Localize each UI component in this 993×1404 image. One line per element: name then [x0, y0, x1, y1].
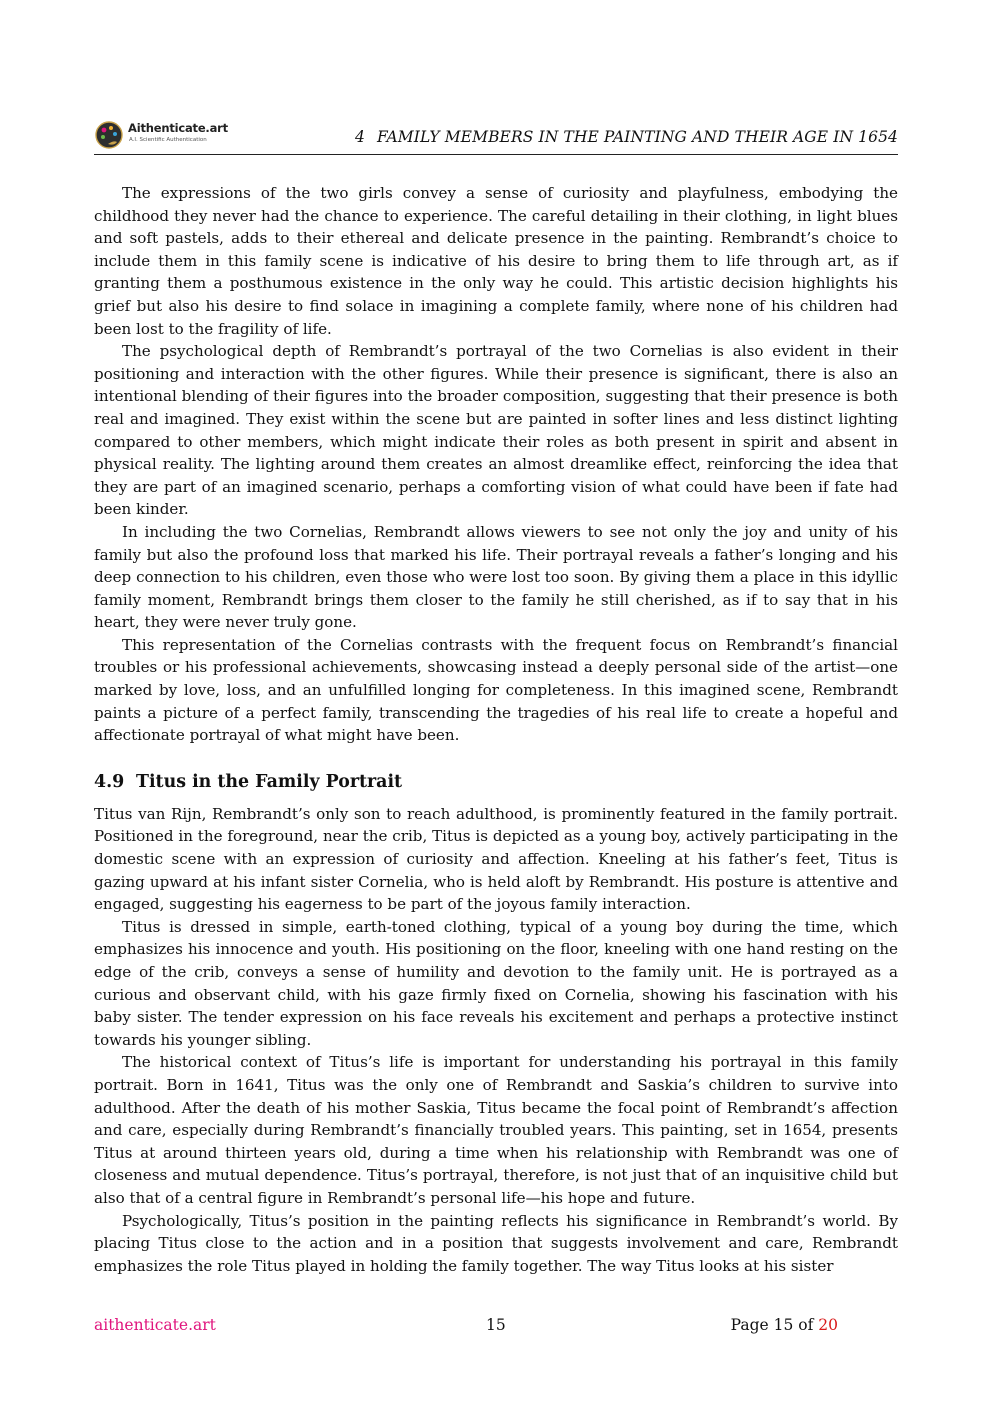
paragraph: Titus is dressed in simple, earth-toned clothing, typical of a young boy during the time, which emphasizes his innocence and youth. His positioning on the floor, kneeling with one hand resting on the edge of the crib, conveys a sense of humility and devotion to the family unit. He is portrayed as a curious and observant child, with his gaze firmly fixed on Cornelia, showing his fascination with his baby sister. The tender expression on his face reveals his excitement and perhaps a protective instinct towards his younger sibling.	[94, 917, 898, 1049]
running-head-title: FAMILY MEMBERS IN THE PAINTING AND THEIR AGE IN 1654	[376, 128, 898, 146]
paragraph: The historical context of Titus’s life is important for understanding his portrayal in this family portrait. Born in 1641, Titus was the only one of Rembrandt and Saskia’s children to survive into adulthood. After the death of his mother Saskia, Titus became the focal point of Rembrandt’s affection and care, especially during Rembrandt’s financially troubled years. This painting, set in 1654, presents Titus at around thirteen years old, during a time when his relationship with Rembrandt was one of closeness and mutual dependence. Titus’s portrayal, therefore, is not just that of an inquisitive child but also that of a central figure in Rembrandt’s personal life—his hope and future.	[94, 1053, 898, 1207]
section-heading	[94, 771, 898, 793]
paragraph: The expressions of the two girls convey a sense of curiosity and playfulness, embodying the childhood they never had the chance to experience. The careful detailing in their clothing, in light blues and soft pastels, adds to their ethereal and delicate presence in the painting. Rembrandt’s choice to include them in this family scene is indicative of his desire to bring them to life through art, as if granting them a posthumous existence in the only way he could. This artistic decision highlights his grief but also his desire to find solace in imagining a complete family, where none of his children had been lost to the fragility of life.	[94, 184, 898, 338]
footer-page-count	[731, 1316, 838, 1334]
section-number: 4.9	[94, 771, 125, 792]
logo-tagline: A.I. Scientific Authentication	[129, 137, 207, 143]
palette-logo-icon	[94, 120, 124, 150]
footer-page-label: Page 15 of	[730, 1316, 814, 1334]
paragraph: In including the two Cornelias, Rembrandt allows viewers to see not only the joy and unity of his family but also the profound loss that marked his life. Their portrayal reveals a father’s longing and his deep connection to his children, even those who were lost too soon. By giving them a place in this idyllic family moment, Rembrandt brings them closer to the family he still cherished, as if to say that in his heart, they were never truly gone.	[94, 522, 898, 632]
page-body	[94, 182, 898, 1277]
running-head-number: 4	[354, 128, 365, 146]
section-title: Titus in the Family Portrait	[136, 771, 403, 792]
running-head	[355, 128, 898, 146]
footer-page-number: 15	[486, 1316, 506, 1334]
paragraph: The psychological depth of Rembrandt’s portrayal of the two Cornelias is also evident in their positioning and interaction with the other figures. While their presence is significant, there is also an intentional blending of their figures into the broader composition, suggesting that their presence is both real and imagined. They exist within the scene but are painted in softer lines and less distinct lighting compared to other members, which might indicate their roles as both present in spirit and absent in physical reality. The lighting around them creates an almost dreamlike effect, reinforcing the idea that they are part of an imagined scenario, perhaps a comforting vision of what could have been if fate had been kinder.	[94, 342, 898, 519]
logo-name: Aithenticate.art	[128, 121, 228, 135]
logo	[94, 120, 228, 150]
paragraph: Titus van Rijn, Rembrandt’s only son to reach adulthood, is prominently featured in the family portrait. Positioned in the foreground, near the crib, Titus is depicted as a young boy, actively participating in the domestic scene with an expression of curiosity and affection. Kneeling at his father’s feet, Titus is gazing upward at his infant sister Cornelia, who is held aloft by Rembrandt. His posture is attentive and engaged, suggesting his eagerness to be part of the joyous family interaction.	[94, 804, 898, 914]
page-header	[94, 118, 898, 155]
paragraph: This representation of the Cornelias contrasts with the frequent focus on Rembrandt’s financial troubles or his professional achievements, showcasing instead a deeply personal side of the artist—one marked by love, loss, and an unfulfilled longing for completeness. In this imagined scene, Rembrandt paints a picture of a perfect family, transcending the tragedies of his real life to create a hopeful and affectionate portrayal of what might have been.	[94, 635, 898, 745]
page-footer	[94, 1316, 898, 1338]
footer-site-link[interactable]: aithenticate.art	[94, 1316, 216, 1334]
paragraph: Psychologically, Titus’s position in the painting reflects his significance in Rembrandt’s world. By placing Titus close to the action and in a position that suggests involvement and care, Rembrandt emphasizes the role Titus played in holding the family together. The way Titus looks at his sister	[94, 1211, 898, 1275]
footer-page-total-link[interactable]: 20	[818, 1316, 838, 1334]
